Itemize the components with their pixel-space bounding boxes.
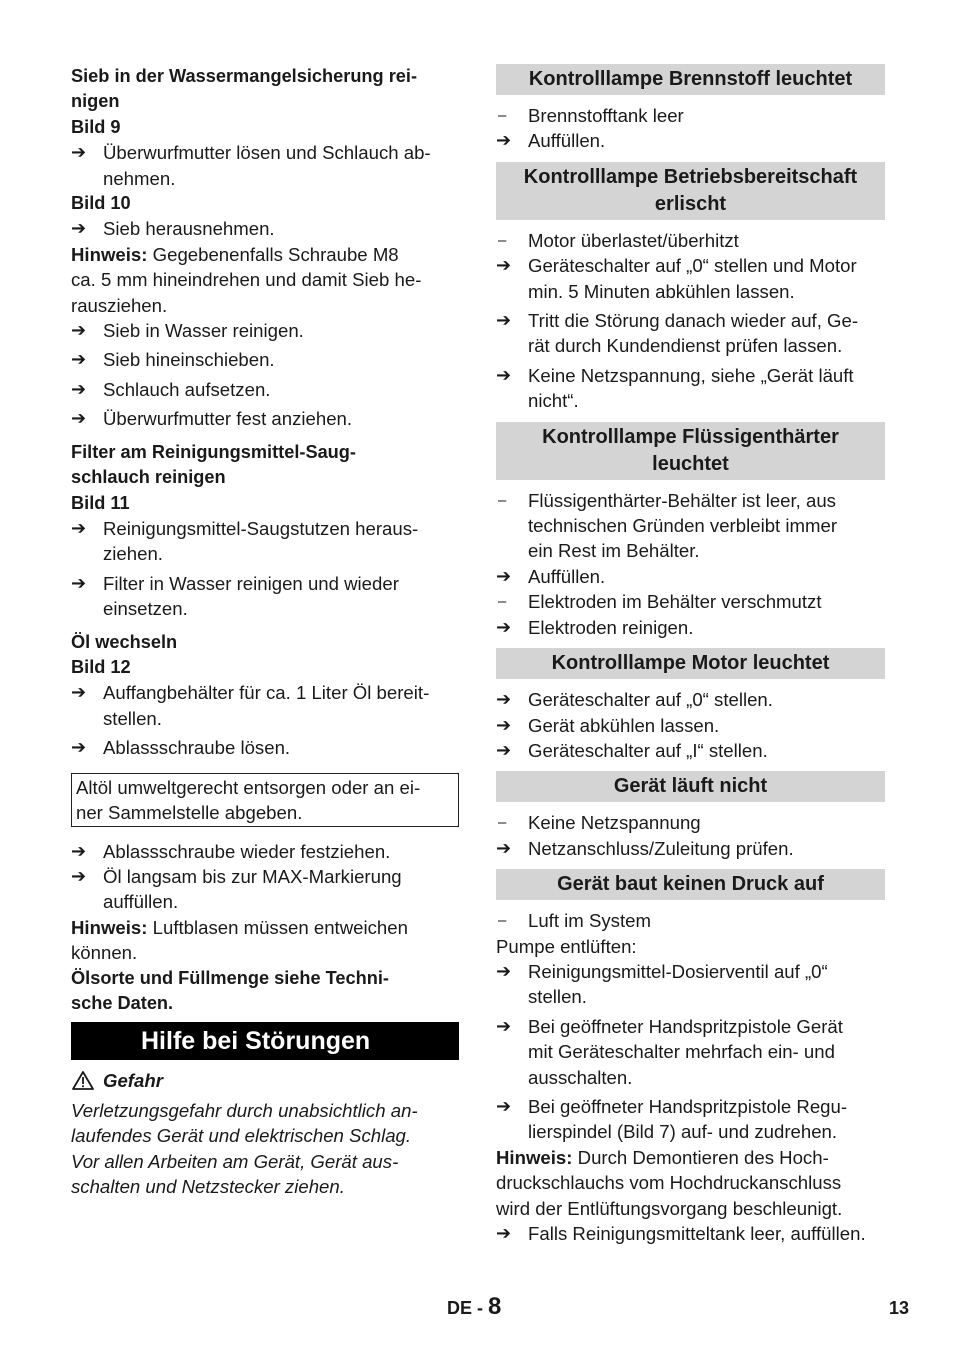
step: ➔ Überwurfmutter lösen und Schlauch ab- nehmen. xyxy=(71,140,459,191)
heading-sieb: Sieb in der Wassermangelsicherung rei- nigen xyxy=(71,66,418,112)
remedy: ➔ Keine Netzspannung, siehe „Gerät läuft nicht“. xyxy=(496,363,885,414)
remedy: ➔ Geräteschalter auf „0“ stellen und Motor min. 5 Minuten abkühlen lassen. xyxy=(496,253,885,304)
cause: – Brennstofftank leer xyxy=(496,103,885,128)
remedy: ➔ Geräteschalter auf „I“ stellen. xyxy=(496,738,885,763)
band-kein-druck: Gerät baut keinen Druck auf xyxy=(496,869,885,900)
remedy: ➔ Geräteschalter auf „0“ stellen. xyxy=(496,687,885,712)
step: ➔ Sieb hineinschieben. xyxy=(71,347,459,372)
heading-filter: Filter am Reinigungsmittel-Saug- schlauch reinigen xyxy=(71,441,356,488)
step: ➔ Sieb in Wasser reinigen. xyxy=(71,318,459,343)
remedy: ➔ Bei geöffneter Handspritzpistole Regu- lierspindel (Bild 7) auf- und zudrehen. xyxy=(496,1094,885,1145)
step: ➔ Öl langsam bis zur MAX-Markierung auffüllen. xyxy=(71,864,459,915)
section-title: Hilfe bei Störungen xyxy=(71,1022,459,1060)
footer-page-label: DE - 8 xyxy=(447,1293,502,1320)
danger-text: Verletzungsgefahr durch unabsichtlich an- laufendes Gerät und elektrischen Schlag. Vor allen Arbeiten am Gerät, Gerät aus- schalten und Netzstecker ziehen. xyxy=(71,1099,418,1198)
danger-heading: Gefahr xyxy=(71,1068,459,1093)
figure-ref: Bild 10 xyxy=(71,193,131,214)
remedy: ➔ Tritt die Störung danach wieder auf, Ge- rät durch Kundendienst prüfen lassen. xyxy=(496,308,885,359)
remedy: ➔ Auffüllen. xyxy=(496,128,885,153)
remedy: ➔ Gerät abkühlen lassen. xyxy=(496,713,885,738)
band-motor: Kontrolllampe Motor leuchtet xyxy=(496,648,885,679)
band-betriebsbereitschaft: Kontrolllampe Betriebsbereitschaft erlischt xyxy=(496,162,885,220)
step: ➔ Überwurfmutter fest anziehen. xyxy=(71,406,459,431)
figure-ref: Bild 11 xyxy=(71,492,130,513)
warning-triangle-icon xyxy=(72,1071,94,1090)
band-geraet-laeuft-nicht: Gerät läuft nicht xyxy=(496,771,885,802)
cause: – Luft im System xyxy=(496,908,885,933)
environment-notice-box: Altöl umweltgerecht entsorgen oder an ei- ner Sammelstelle abgeben. xyxy=(71,773,459,827)
footer-sheet-number: 13 xyxy=(889,1298,910,1318)
remedy: ➔ Elektroden reinigen. xyxy=(496,615,885,640)
step: ➔ Ablassschraube wieder festziehen. xyxy=(71,839,459,864)
remedy: ➔ Auffüllen. xyxy=(496,564,885,589)
step: ➔ Sieb herausnehmen. xyxy=(71,216,459,241)
cause: – Flüssigenthärter-Behälter ist leer, aus technischen Gründen verbleibt immer ein Rest im Behälter. xyxy=(496,488,885,564)
figure-ref: Bild 12 xyxy=(71,656,131,677)
step: ➔ Ablassschraube lösen. xyxy=(71,735,459,760)
remedy: ➔ Falls Reinigungsmitteltank leer, auffüllen. xyxy=(496,1221,885,1246)
oil-spec-note: Ölsorte und Füllmenge siehe Techni- sche Daten. xyxy=(71,967,389,1013)
band-fluessigenthaerter: Kontrolllampe Flüssigenthärter leuchtet xyxy=(496,422,885,480)
remedy: ➔ Netzanschluss/Zuleitung prüfen. xyxy=(496,836,885,861)
band-brennstoff: Kontrolllampe Brennstoff leuchtet xyxy=(496,64,885,95)
pump-vent-intro: Pumpe entlüften: xyxy=(496,935,637,957)
cause: – Motor überlastet/überhitzt xyxy=(496,228,885,253)
step: ➔ Reinigungsmittel-Saugstutzen heraus- ziehen. xyxy=(71,516,459,567)
note: Hinweis: Gegebenenfalls Schraube M8 ca. 5 mm hineindrehen und damit Sieb he- rausziehen. xyxy=(71,243,422,316)
left-column xyxy=(71,64,459,1199)
step: ➔ Filter in Wasser reinigen und wieder einsetzen. xyxy=(71,571,459,622)
remedy: ➔ Reinigungsmittel-Dosierventil auf „0“ stellen. xyxy=(496,959,885,1010)
cause: – Keine Netzspannung xyxy=(496,810,885,835)
figure-ref: Bild 9 xyxy=(71,116,121,137)
note: Hinweis: Luftblasen müssen entweichen können. xyxy=(71,916,408,964)
step: ➔ Schlauch aufsetzen. xyxy=(71,377,459,402)
note: Hinweis: Durch Demontieren des Hoch- druckschlauchs vom Hochdruckanschluss wird der Entlüftungsvorgang beschleunigt. xyxy=(496,1146,843,1219)
right-column xyxy=(496,64,885,1246)
cause: – Elektroden im Behälter verschmutzt xyxy=(496,589,885,614)
step: ➔ Auffangbehälter für ca. 1 Liter Öl bereit- stellen. xyxy=(71,680,459,731)
remedy: ➔ Bei geöffneter Handspritzpistole Gerät mit Geräteschalter mehrfach ein- und ausschalten. xyxy=(496,1014,885,1090)
heading-oel: Öl wechseln xyxy=(71,631,178,652)
